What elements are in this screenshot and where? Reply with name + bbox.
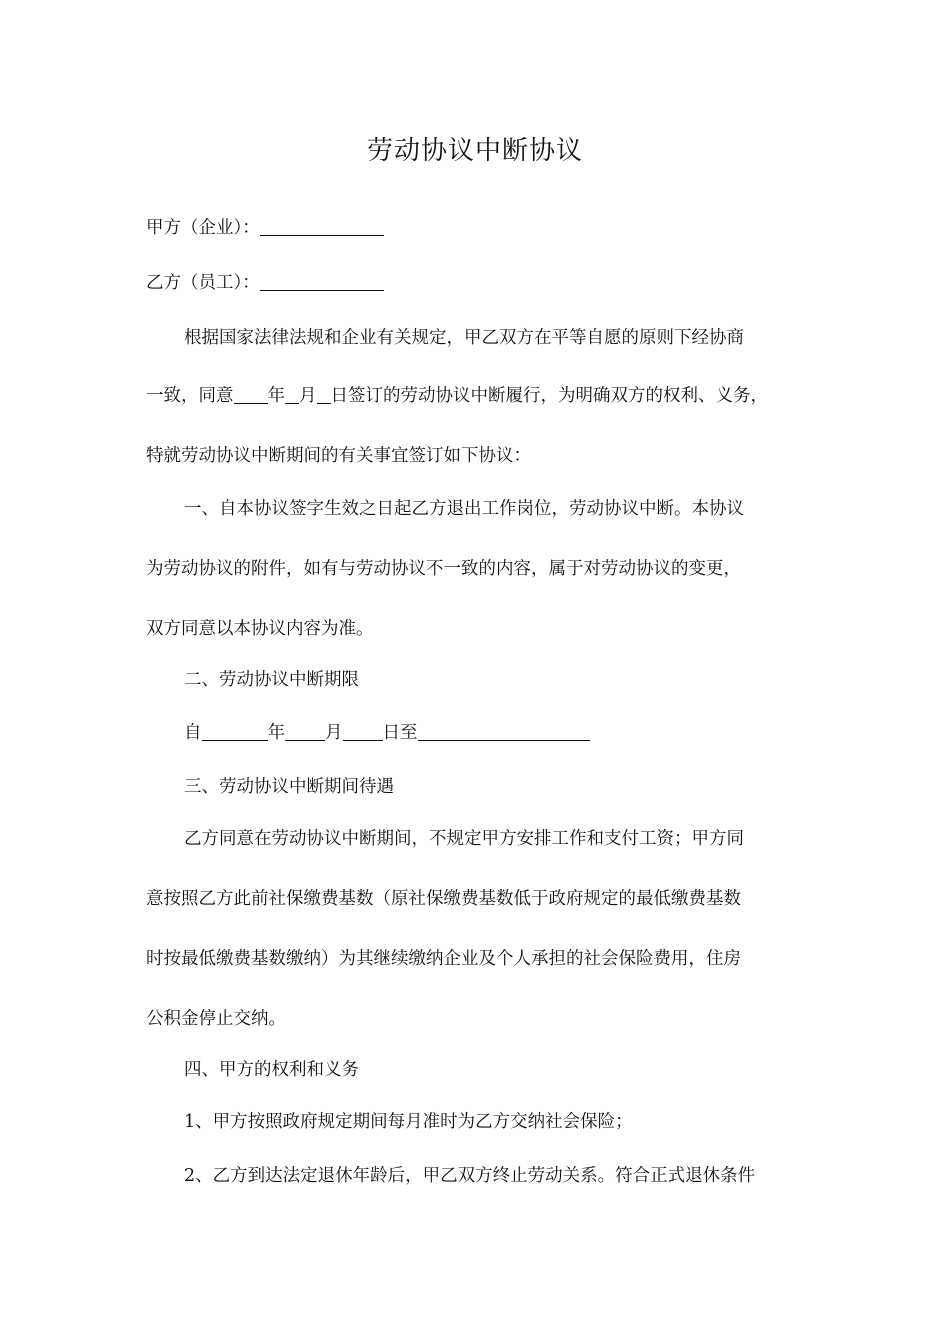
section-3-line-2: 意按照乙方此前社保缴费基数（原社保缴费基数低于政府规定的最低缴费基数 bbox=[146, 889, 741, 909]
section-4-item-2: 2、乙方到达法定退休年龄后，甲乙双方终止劳动关系。符合正式退休条件 bbox=[184, 1166, 756, 1186]
intro-month-blank[interactable] bbox=[285, 385, 299, 404]
section-3-line-1: 乙方同意在劳动协议中断期间，不规定甲方安排工作和支付工资；甲方同 bbox=[184, 829, 744, 849]
intro-day-blank[interactable] bbox=[317, 385, 331, 404]
intro-text-a: 一致，同意 bbox=[146, 386, 234, 406]
intro-month-label: 月 bbox=[299, 386, 317, 406]
period-from-label: 自 bbox=[184, 723, 202, 743]
section-3-heading: 三、劳动协议中断期间待遇 bbox=[184, 777, 394, 797]
intro-line-3: 特就劳动协议中断期间的有关事宜签订如下协议： bbox=[146, 446, 531, 466]
intro-line-2 bbox=[146, 384, 816, 408]
period-year-label: 年 bbox=[267, 723, 285, 743]
intro-text-d: 日签订的劳动协议中断履行，为明确双方的权利、义务， bbox=[330, 386, 768, 406]
period-month-label: 月 bbox=[325, 723, 343, 743]
section-2-period-line bbox=[184, 721, 854, 745]
section-4-heading: 四、甲方的权利和义务 bbox=[184, 1060, 359, 1080]
party-a-line bbox=[146, 216, 816, 240]
section-1-line-3: 双方同意以本协议内容为准。 bbox=[146, 619, 374, 639]
party-b-label: 乙方（员工）： bbox=[146, 273, 260, 293]
document-title: 劳动协议中断协议 bbox=[366, 136, 583, 166]
intro-line-1: 根据国家法律法规和企业有关规定，甲乙双方在平等自愿的原则下经协商 bbox=[184, 328, 744, 348]
party-b-blank[interactable] bbox=[260, 272, 384, 291]
period-to-label: 日至 bbox=[382, 723, 418, 743]
section-1-line-1: 一、自本协议签字生效之日起乙方退出工作岗位，劳动协议中断。本协议 bbox=[184, 499, 744, 519]
section-1-line-2: 为劳动协议的附件，如有与劳动协议不一致的内容，属于对劳动协议的变更， bbox=[146, 559, 741, 579]
period-from-year-blank[interactable] bbox=[202, 722, 268, 741]
period-from-day-blank[interactable] bbox=[343, 722, 383, 741]
intro-year-label: 年 bbox=[267, 386, 285, 406]
party-a-blank[interactable] bbox=[260, 217, 384, 236]
party-b-line bbox=[146, 271, 816, 295]
period-from-month-blank[interactable] bbox=[285, 722, 325, 741]
section-4-item-1: 1、甲方按照政府规定期间每月准时为乙方交纳社会保险； bbox=[184, 1112, 633, 1132]
section-3-line-4: 公积金停止交纳。 bbox=[146, 1009, 286, 1029]
party-a-label: 甲方（企业）： bbox=[146, 218, 260, 238]
section-3-line-3: 时按最低缴费基数缴纳）为其继续缴纳企业及个人承担的社会保险费用，住房 bbox=[146, 949, 741, 969]
period-to-blank[interactable] bbox=[418, 722, 590, 741]
section-2-heading: 二、劳动协议中断期限 bbox=[184, 670, 359, 690]
intro-year-blank[interactable] bbox=[234, 385, 268, 404]
